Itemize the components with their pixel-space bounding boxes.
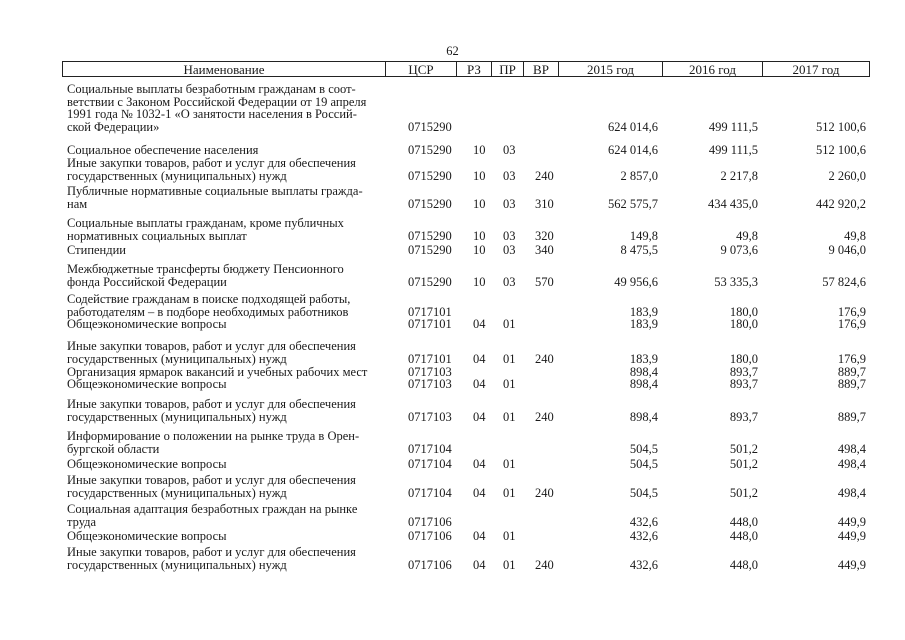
row-name: [67, 474, 385, 499]
row-vr: 320: [535, 228, 554, 243]
row-vr: 340: [535, 242, 554, 257]
row-name-line: Социальная адаптация безработных граждан на рынке: [67, 502, 358, 516]
row-value-2016: 448,0: [729, 514, 758, 529]
row-name-line: Общеэкономические вопросы: [67, 377, 227, 391]
row-value-2015: 898,4: [629, 376, 658, 391]
row-csr: 0715290: [408, 120, 452, 135]
row-value-2015: 504,5: [629, 485, 658, 500]
row-vr: 240: [535, 557, 554, 572]
row-name-line: Социальные выплаты безработным гражданам в соот-: [67, 82, 356, 96]
table-row: [0, 83, 905, 134]
header-csr: ЦСР: [386, 62, 457, 76]
row-value-2017: 449,9: [837, 557, 866, 572]
row-pr: 01: [503, 351, 516, 366]
row-value-2017: 49,8: [844, 228, 866, 243]
row-name: [67, 318, 385, 331]
row-name-line: Межбюджетные трансферты бюджету Пенсионного: [67, 262, 344, 276]
row-value-2015: 183,9: [629, 304, 658, 319]
row-value-2016: 893,7: [729, 376, 758, 391]
row-pr: 01: [503, 485, 516, 500]
row-pr: 01: [503, 456, 516, 471]
row-rz: 10: [473, 274, 486, 289]
table-row: [0, 144, 905, 157]
row-value-2015: 432,6: [629, 514, 658, 529]
row-value-2016: 893,7: [729, 409, 758, 424]
row-name-line: Социальное обеспечение населения: [67, 143, 259, 157]
row-value-2015: 898,4: [629, 364, 658, 379]
table-row: [0, 263, 905, 288]
row-rz: 04: [473, 351, 486, 366]
row-value-2017: 512 100,6: [816, 120, 866, 135]
row-csr: 0715290: [408, 242, 452, 257]
row-name: [67, 430, 385, 455]
row-pr: 01: [503, 557, 516, 572]
row-value-2015: 149,8: [629, 228, 658, 243]
row-value-2015: 183,9: [629, 316, 658, 331]
row-name-line: Стипендии: [67, 243, 126, 257]
row-value-2017: 442 920,2: [816, 196, 866, 211]
row-value-2017: 889,7: [837, 376, 866, 391]
row-value-2015: 8 475,5: [620, 242, 658, 257]
row-name: [67, 293, 385, 318]
row-value-2016: 499 111,5: [708, 120, 758, 135]
row-csr: 0717101: [408, 316, 452, 331]
row-name-line: Социальные выплаты гражданам, кроме публичных: [67, 216, 344, 230]
row-value-2016: 2 217,8: [720, 168, 758, 183]
row-csr: 0715290: [408, 196, 452, 211]
row-name: [67, 458, 385, 471]
table-row: [0, 217, 905, 242]
table-row: [0, 378, 905, 391]
row-value-2015: 624 014,6: [608, 142, 658, 157]
header-vr: ВР: [524, 62, 559, 76]
row-csr: 0715290: [408, 142, 452, 157]
row-rz: 10: [473, 196, 486, 211]
row-vr: 240: [535, 168, 554, 183]
row-value-2017: 9 046,0: [828, 242, 866, 257]
row-csr: 0717104: [408, 456, 452, 471]
row-value-2017: 889,7: [837, 364, 866, 379]
row-value-2015: 2 857,0: [620, 168, 658, 183]
row-name-line: государственных (муниципальных) нужд: [67, 351, 287, 366]
table-row: [0, 398, 905, 423]
row-value-2016: 501,2: [729, 485, 758, 500]
row-vr: 240: [535, 351, 554, 366]
row-value-2016: 9 073,6: [720, 242, 758, 257]
row-csr: 0715290: [408, 168, 452, 183]
row-rz: 04: [473, 376, 486, 391]
row-csr: 0715290: [408, 228, 452, 243]
row-value-2017: 176,9: [837, 316, 866, 331]
row-csr: 0717103: [408, 409, 452, 424]
row-name-line: государственных (муниципальных) нужд: [67, 168, 287, 183]
row-value-2016: 180,0: [729, 316, 758, 331]
row-name-line: бургской области: [67, 441, 160, 456]
row-pr: 03: [503, 228, 516, 243]
row-value-2017: 498,4: [837, 441, 866, 456]
row-pr: 03: [503, 196, 516, 211]
row-name-line: 1991 года № 1032-1 «О занятости населения в Россий-: [67, 107, 357, 122]
row-name: [67, 157, 385, 182]
row-name-line: Иные закупки товаров, работ и услуг для обеспечения: [67, 545, 356, 559]
row-value-2015: 432,6: [629, 528, 658, 543]
row-name-line: нормативных социальных выплат: [67, 228, 247, 243]
row-pr: 01: [503, 316, 516, 331]
header-2017: 2017 год: [792, 62, 840, 77]
row-name-line: государственных (муниципальных) нужд: [67, 485, 287, 500]
row-name-line: Общеэкономические вопросы: [67, 529, 227, 543]
row-name-line: Содействие гражданам в поиске подходящей работы,: [67, 292, 351, 306]
row-name-line: Публичные нормативные социальные выплаты гражда-: [67, 184, 363, 198]
row-rz: 04: [473, 456, 486, 471]
row-value-2017: 449,9: [837, 528, 866, 543]
row-rz: 04: [473, 409, 486, 424]
table-row: [0, 157, 905, 182]
row-csr: 0717101: [408, 351, 452, 366]
row-value-2017: 512 100,6: [816, 142, 866, 157]
row-value-2016: 501,2: [729, 441, 758, 456]
row-name-line: ветствии с Законом Российской Федерации от 19 апреля: [67, 94, 367, 109]
page-number: 62: [446, 44, 459, 58]
row-value-2017: 176,9: [837, 351, 866, 366]
row-value-2017: 498,4: [837, 485, 866, 500]
table-row: [0, 503, 905, 528]
row-value-2016: 448,0: [729, 528, 758, 543]
table-row: [0, 340, 905, 365]
table-row: [0, 458, 905, 471]
row-name-line: Иные закупки товаров, работ и услуг для обеспечения: [67, 339, 356, 353]
row-name-line: Иные закупки товаров, работ и услуг для обеспечения: [67, 473, 356, 487]
row-csr: 0717106: [408, 528, 452, 543]
row-csr: 0717101: [408, 304, 452, 319]
row-name: [67, 217, 385, 242]
row-value-2016: 893,7: [729, 364, 758, 379]
row-csr: 0717104: [408, 441, 452, 456]
row-value-2016: 180,0: [729, 304, 758, 319]
row-vr: 570: [535, 274, 554, 289]
row-value-2016: 49,8: [736, 228, 758, 243]
row-name-line: Информирование о положении на рынке труда в Орен-: [67, 429, 360, 443]
row-value-2017: 498,4: [837, 456, 866, 471]
row-value-2015: 183,9: [629, 351, 658, 366]
row-rz: 10: [473, 242, 486, 257]
row-csr: 0717103: [408, 376, 452, 391]
row-name-line: фонда Российской Федерации: [67, 274, 227, 289]
row-rz: 04: [473, 316, 486, 331]
row-value-2017: 57 824,6: [822, 274, 866, 289]
row-value-2016: 434 435,0: [708, 196, 758, 211]
row-value-2015: 49 956,6: [614, 274, 658, 289]
row-rz: 10: [473, 168, 486, 183]
row-pr: 01: [503, 528, 516, 543]
row-value-2017: 2 260,0: [828, 168, 866, 183]
row-name: [67, 83, 385, 134]
row-csr: 0717103: [408, 364, 452, 379]
row-name: [67, 263, 385, 288]
row-name: [67, 546, 385, 571]
row-name-line: государственных (муниципальных) нужд: [67, 409, 287, 424]
row-name-line: ской Федерации»: [67, 120, 160, 135]
row-name: [67, 530, 385, 543]
table-row: [0, 530, 905, 543]
row-name-line: Общеэкономические вопросы: [67, 317, 227, 331]
row-value-2015: 504,5: [629, 456, 658, 471]
row-name-line: Иные закупки товаров, работ и услуг для обеспечения: [67, 397, 356, 411]
table-row: [0, 430, 905, 455]
table-row: [0, 293, 905, 318]
row-pr: 03: [503, 168, 516, 183]
row-pr: 01: [503, 409, 516, 424]
row-csr: 0717106: [408, 514, 452, 529]
row-name-line: труда: [67, 514, 97, 529]
row-rz: 10: [473, 142, 486, 157]
row-pr: 03: [503, 274, 516, 289]
row-value-2015: 624 014,6: [608, 120, 658, 135]
header-pr: ПР: [492, 62, 524, 76]
row-value-2015: 562 575,7: [608, 196, 658, 211]
row-name: [67, 185, 385, 210]
row-name: [67, 378, 385, 391]
row-value-2016: 501,2: [729, 456, 758, 471]
row-rz: 04: [473, 557, 486, 572]
table-row: [0, 318, 905, 331]
row-value-2017: 449,9: [837, 514, 866, 529]
row-rz: 04: [473, 528, 486, 543]
row-name: [67, 398, 385, 423]
header-rz: РЗ: [457, 62, 492, 76]
header-2015: 2015 год: [559, 62, 663, 76]
row-name: [67, 503, 385, 528]
table-row: [0, 474, 905, 499]
row-value-2016: 499 111,5: [708, 142, 758, 157]
row-name-line: Общеэкономические вопросы: [67, 457, 227, 471]
row-pr: 03: [503, 242, 516, 257]
row-csr: 0717106: [408, 557, 452, 572]
row-name-line: нам: [67, 196, 88, 211]
row-name: [67, 144, 385, 157]
row-value-2015: 432,6: [629, 557, 658, 572]
row-csr: 0717104: [408, 485, 452, 500]
row-rz: 04: [473, 485, 486, 500]
table-row: [0, 244, 905, 257]
row-vr: 240: [535, 409, 554, 424]
row-csr: 0715290: [408, 274, 452, 289]
row-vr: 240: [535, 485, 554, 500]
row-value-2016: 53 335,3: [714, 274, 758, 289]
row-vr: 310: [535, 196, 554, 211]
table-row: [0, 546, 905, 571]
row-name-line: государственных (муниципальных) нужд: [67, 557, 287, 572]
row-value-2015: 504,5: [629, 441, 658, 456]
row-rz: 10: [473, 228, 486, 243]
header-2016: 2016 год: [663, 62, 763, 76]
row-pr: 01: [503, 376, 516, 391]
row-value-2016: 180,0: [729, 351, 758, 366]
row-value-2016: 448,0: [729, 557, 758, 572]
row-pr: 03: [503, 142, 516, 157]
row-value-2015: 898,4: [629, 409, 658, 424]
row-value-2017: 889,7: [837, 409, 866, 424]
row-name-line: работодателям – в подборе необходимых работников: [67, 304, 349, 319]
row-name-line: Организация ярмарок вакансий и учебных рабочих мест: [67, 365, 368, 379]
header-name: Наименование: [63, 62, 386, 76]
row-name: [67, 340, 385, 365]
table-row: [0, 185, 905, 210]
row-name-line: Иные закупки товаров, работ и услуг для обеспечения: [67, 156, 356, 170]
row-name: [67, 244, 385, 257]
row-value-2017: 176,9: [837, 304, 866, 319]
